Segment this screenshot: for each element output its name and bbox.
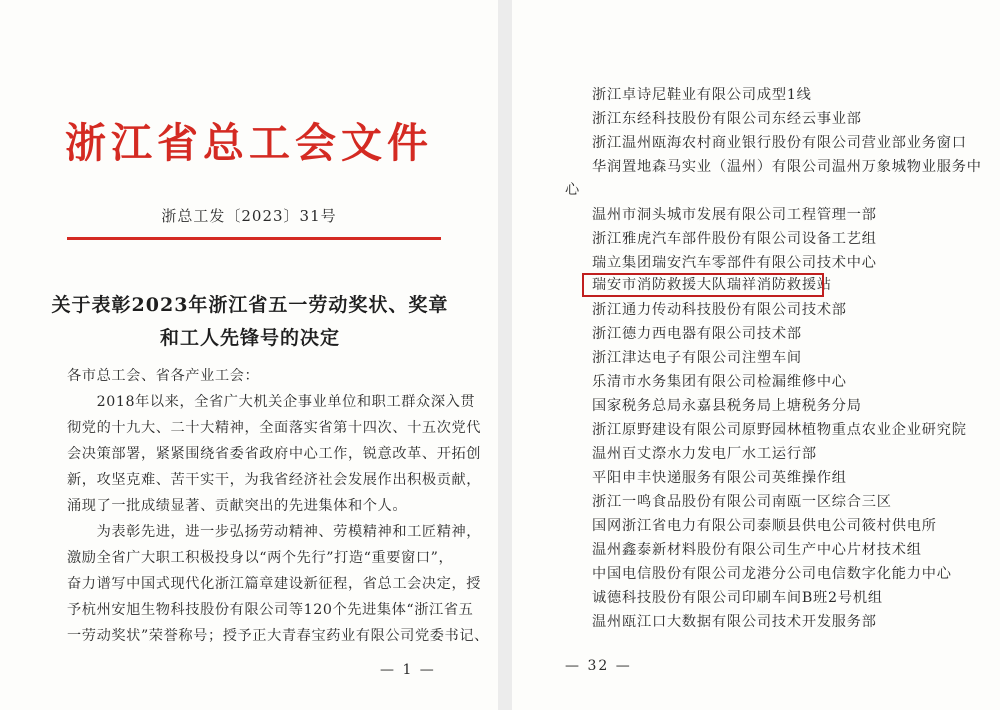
list-item: 浙江温州瓯海农村商业银行股份有限公司营业部业务窗口 [592,135,967,151]
list-item: 瑞立集团瑞安汽车零部件有限公司技术中心 [592,255,877,271]
list-item: 平阳申丰快递服务有限公司英维操作组 [592,470,847,486]
document-issuer-title: 浙江省总工会文件 [65,119,433,167]
list-item: 国网浙江省电力有限公司泰顺县供电公司筱村供电所 [592,518,937,534]
highlight-box [582,273,824,297]
body-text-line: 彻党的十九大、二十大精神，全面落实省第十四次、十五次党代 [67,420,482,436]
red-divider-rule [67,237,441,240]
list-item: 浙江德力西电器有限公司技术部 [592,326,802,342]
body-text-line: 新，攻坚克难、苦干实干，为我省经济社会发展作出积极贡献， [67,472,482,488]
list-item: 浙江雅虎汽车部件股份有限公司设备工艺组 [592,231,877,247]
document-heading-line-2: 和工人先锋号的决定 [159,327,340,349]
body-text-line: 2018年以来，全省广大机关企事业单位和职工群众深入贯 [67,394,476,410]
list-item: 浙江通力传动科技股份有限公司技术部 [592,302,847,318]
list-item: 乐清市水务集团有限公司检漏维修中心 [592,374,847,390]
document-heading-line-1: 关于表彰2023年浙江省五一劳动奖状、奖章 [51,294,449,316]
list-item: 诚德科技股份有限公司印刷车间B班2号机组 [592,590,883,606]
list-item: 浙江卓诗尼鞋业有限公司成型1线 [592,87,812,103]
body-text-line: 会决策部署，紧紧围绕省委省政府中心工作，锐意改革、开拓创 [67,446,482,462]
list-item: 中国电信股份有限公司龙港分公司电信数字化能力中心 [592,566,952,582]
body-text-line: 一劳动奖状”荣誉称号；授予正大青春宝药业有限公司党委书记、 [67,628,489,644]
body-text-line: 为表彰先进，进一步弘扬劳动精神、劳模精神和工匠精神， [67,524,482,540]
list-item: 浙江东经科技股份有限公司东经云事业部 [592,111,862,127]
page-number-left: — 1 — [380,662,436,678]
list-item: 温州市洞头城市发展有限公司工程管理一部 [592,207,877,223]
list-item-continuation: 心 [565,182,580,198]
document-number: 浙总工发〔2023〕31号 [161,207,337,225]
list-item: 温州百丈漈水力发电厂水工运行部 [592,446,817,462]
body-text-line: 予杭州安旭生物科技股份有限公司等120个先进集体“浙江省五 [67,602,474,618]
list-item: 温州鑫泰新材料股份有限公司生产中心片材技术组 [592,542,922,558]
body-text-line: 激励全省广大职工积极投身以“两个先行”打造“重要窗口”， [67,550,454,566]
body-text-line: 涌现了一批成绩显著、贡献突出的先进集体和个人。 [67,498,408,514]
list-item: 华润置地森马实业（温州）有限公司温州万象城物业服务中 [592,159,982,175]
body-text-line: 奋力谱写中国式现代化浙江篇章建设新征程，省总工会决定，授 [67,576,482,592]
list-item: 温州瓯江口大数据有限公司技术开发服务部 [592,614,877,630]
list-item: 浙江津达电子有限公司注塑车间 [592,350,802,366]
page-number-right: — 32 — [565,658,632,674]
list-item: 国家税务总局永嘉县税务局上塘税务分局 [592,398,862,414]
list-item: 浙江一鸣食品股份有限公司南瓯一区综合三区 [592,494,892,510]
list-item: 浙江原野建设有限公司原野园林植物重点农业企业研究院 [592,422,967,438]
salutation-line: 各市总工会、省各产业工会： [67,368,260,384]
left-document-page [0,0,498,710]
highlighted-list-item: 瑞安市消防救援大队瑞祥消防救援站 [592,277,832,293]
